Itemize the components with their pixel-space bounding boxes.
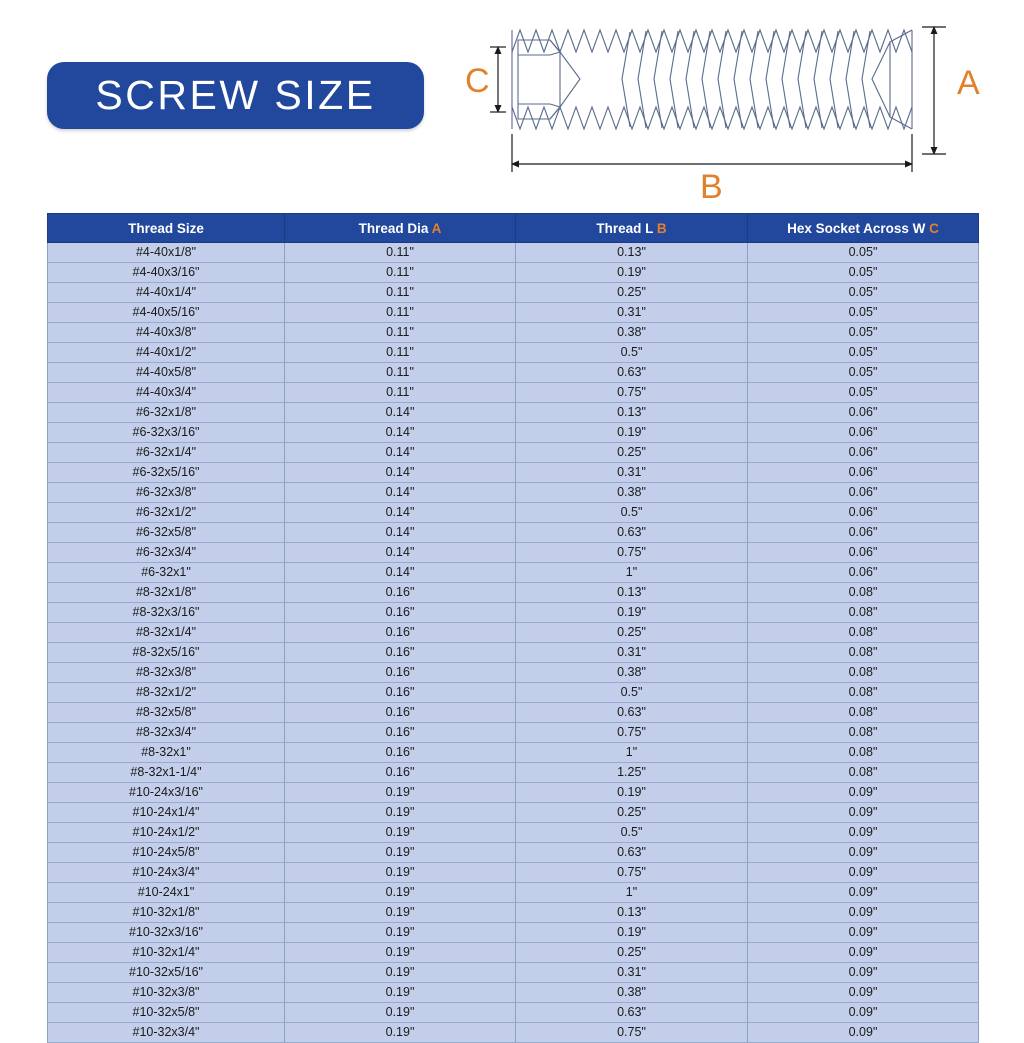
cell-hex-socket: 0.09" [748,783,979,803]
cell-thread-dia: 0.14" [285,523,516,543]
cell-thread-dia: 0.14" [285,423,516,443]
cell-thread-size: #10-24x5/8" [48,843,285,863]
cell-thread-size: #8-32x1/2" [48,683,285,703]
cell-thread-dia: 0.19" [285,943,516,963]
cell-thread-size: #10-32x3/4" [48,1023,285,1043]
cell-thread-length: 0.13" [516,903,748,923]
table-row [48,403,979,423]
table-row [48,463,979,483]
column-header-label: Thread Dia [358,220,429,236]
cell-thread-size: #10-32x3/8" [48,983,285,1003]
cell-thread-length: 0.5" [516,823,748,843]
dimension-label-b: B [700,168,723,206]
cell-thread-dia: 0.16" [285,723,516,743]
cell-thread-size: #6-32x1" [48,563,285,583]
cell-hex-socket: 0.09" [748,923,979,943]
cell-thread-dia: 0.11" [285,303,516,323]
cell-thread-size: #4-40x1/2" [48,343,285,363]
column-header-thread-length [516,214,748,243]
table-row [48,923,979,943]
cell-thread-size: #8-32x5/8" [48,703,285,723]
cell-thread-size: #10-24x3/4" [48,863,285,883]
table-body [48,243,979,1043]
cell-thread-dia: 0.19" [285,963,516,983]
cell-hex-socket: 0.08" [748,743,979,763]
cell-hex-socket: 0.09" [748,883,979,903]
cell-thread-length: 0.63" [516,363,748,383]
cell-thread-size: #6-32x3/16" [48,423,285,443]
cell-thread-size: #4-40x3/8" [48,323,285,343]
cell-thread-length: 0.19" [516,263,748,283]
dimension-label-a: A [957,64,980,102]
cell-thread-length: 0.38" [516,323,748,343]
cell-thread-dia: 0.16" [285,703,516,723]
cell-hex-socket: 0.09" [748,843,979,863]
table-row [48,963,979,983]
cell-thread-dia: 0.11" [285,243,516,263]
cell-thread-size: #6-32x3/4" [48,543,285,563]
cell-thread-length: 0.38" [516,483,748,503]
cell-thread-dia: 0.14" [285,503,516,523]
cell-thread-length: 0.75" [516,543,748,563]
cell-thread-dia: 0.19" [285,1003,516,1023]
table-row [48,603,979,623]
socket-set-screw-diagram [462,2,1024,206]
cell-hex-socket: 0.06" [748,523,979,543]
cell-thread-length: 0.5" [516,343,748,363]
column-header-label: Thread Size [128,220,204,236]
cell-thread-dia: 0.14" [285,563,516,583]
cell-thread-length: 0.63" [516,1003,748,1023]
cell-thread-dia: 0.19" [285,803,516,823]
cell-thread-size: #4-40x1/8" [48,243,285,263]
cell-thread-length: 1" [516,563,748,583]
cell-thread-length: 0.75" [516,1023,748,1043]
cell-hex-socket: 0.05" [748,303,979,323]
screw-size-table [47,213,979,1043]
cell-thread-length: 0.19" [516,783,748,803]
cell-hex-socket: 0.05" [748,383,979,403]
cell-thread-size: #6-32x1/2" [48,503,285,523]
cell-thread-dia: 0.19" [285,863,516,883]
table-row [48,723,979,743]
cell-thread-length: 0.25" [516,803,748,823]
cell-thread-length: 0.31" [516,643,748,663]
cell-thread-length: 0.75" [516,383,748,403]
cell-thread-size: #6-32x1/4" [48,443,285,463]
table-row [48,663,979,683]
cell-thread-size: #10-24x1" [48,883,285,903]
cell-thread-length: 0.75" [516,863,748,883]
cell-thread-dia: 0.16" [285,683,516,703]
table-row [48,643,979,663]
cell-hex-socket: 0.06" [748,423,979,443]
cell-thread-dia: 0.11" [285,343,516,363]
table-row [48,323,979,343]
cell-thread-dia: 0.14" [285,443,516,463]
table-row [48,623,979,643]
cell-thread-length: 0.13" [516,583,748,603]
table-row [48,343,979,363]
cell-thread-size: #6-32x5/8" [48,523,285,543]
table-row [48,843,979,863]
cell-thread-dia: 0.11" [285,323,516,343]
table-row [48,503,979,523]
cell-thread-dia: 0.14" [285,403,516,423]
cell-thread-size: #6-32x5/16" [48,463,285,483]
cell-thread-dia: 0.14" [285,483,516,503]
cell-hex-socket: 0.09" [748,983,979,1003]
cell-hex-socket: 0.08" [748,683,979,703]
cell-thread-size: #10-32x5/16" [48,963,285,983]
cell-thread-dia: 0.14" [285,463,516,483]
cell-hex-socket: 0.06" [748,403,979,423]
cell-thread-length: 0.25" [516,443,748,463]
cell-thread-dia: 0.16" [285,583,516,603]
cell-thread-size: #8-32x3/4" [48,723,285,743]
cell-hex-socket: 0.06" [748,443,979,463]
cell-thread-size: #10-32x3/16" [48,923,285,943]
cell-thread-dia: 0.19" [285,983,516,1003]
cell-thread-dia: 0.16" [285,743,516,763]
cell-thread-size: #10-32x1/8" [48,903,285,923]
cell-thread-size: #4-40x5/16" [48,303,285,323]
cell-thread-dia: 0.16" [285,643,516,663]
table-row [48,683,979,703]
page-title: SCREW SIZE [95,72,376,118]
cell-hex-socket: 0.06" [748,503,979,523]
cell-thread-length: 0.75" [516,723,748,743]
table-row [48,763,979,783]
table-row [48,543,979,563]
table-row [48,943,979,963]
column-header-thread-dia [285,214,516,243]
cell-thread-size: #6-32x1/8" [48,403,285,423]
cell-hex-socket: 0.08" [748,703,979,723]
cell-hex-socket: 0.09" [748,943,979,963]
cell-thread-size: #8-32x1/4" [48,623,285,643]
cell-hex-socket: 0.05" [748,363,979,383]
cell-hex-socket: 0.06" [748,563,979,583]
cell-hex-socket: 0.09" [748,1003,979,1023]
cell-hex-socket: 0.09" [748,1023,979,1043]
cell-thread-size: #8-32x1" [48,743,285,763]
cell-thread-dia: 0.19" [285,783,516,803]
cell-hex-socket: 0.05" [748,343,979,363]
table-row [48,863,979,883]
cell-thread-length: 0.38" [516,663,748,683]
cell-thread-size: #10-32x5/8" [48,1003,285,1023]
cell-thread-length: 0.13" [516,403,748,423]
cell-thread-size: #8-32x1/8" [48,583,285,603]
cell-hex-socket: 0.09" [748,863,979,883]
cell-thread-size: #4-40x1/4" [48,283,285,303]
cell-thread-length: 1" [516,883,748,903]
cell-hex-socket: 0.08" [748,663,979,683]
cell-thread-size: #4-40x5/8" [48,363,285,383]
table-row [48,363,979,383]
cell-thread-dia: 0.11" [285,283,516,303]
cell-thread-length: 0.31" [516,463,748,483]
cell-thread-size: #8-32x3/16" [48,603,285,623]
cell-thread-length: 0.31" [516,963,748,983]
cell-thread-size: #10-24x3/16" [48,783,285,803]
cell-thread-length: 0.13" [516,243,748,263]
table-row [48,743,979,763]
table-row [48,383,979,403]
cell-hex-socket: 0.05" [748,323,979,343]
table-header-row [48,214,979,243]
cell-thread-dia: 0.19" [285,1023,516,1043]
table-row [48,303,979,323]
screw-size-table-container [47,213,978,1043]
cell-thread-dia: 0.11" [285,263,516,283]
table-row [48,263,979,283]
cell-thread-dia: 0.19" [285,923,516,943]
table-row [48,803,979,823]
cell-thread-size: #8-32x3/8" [48,663,285,683]
cell-thread-length: 0.5" [516,683,748,703]
cell-hex-socket: 0.09" [748,963,979,983]
cell-thread-size: #8-32x5/16" [48,643,285,663]
dimension-label-c: C [465,62,490,100]
cell-hex-socket: 0.08" [748,583,979,603]
cell-hex-socket: 0.08" [748,623,979,643]
cell-thread-dia: 0.14" [285,543,516,563]
table-row [48,1003,979,1023]
cell-thread-length: 0.63" [516,523,748,543]
cell-thread-size: #4-40x3/16" [48,263,285,283]
cell-thread-length: 0.19" [516,603,748,623]
cell-thread-dia: 0.16" [285,663,516,683]
cell-thread-length: 1" [516,743,748,763]
table-row [48,483,979,503]
table-row [48,903,979,923]
table-row [48,583,979,603]
cell-thread-dia: 0.19" [285,823,516,843]
table-row [48,983,979,1003]
cell-hex-socket: 0.06" [748,463,979,483]
table-row [48,783,979,803]
cell-thread-length: 0.5" [516,503,748,523]
cell-thread-dia: 0.19" [285,883,516,903]
cell-thread-dia: 0.16" [285,603,516,623]
column-header-mark-b: B [656,220,667,236]
cell-thread-size: #10-24x1/4" [48,803,285,823]
page-title-badge [47,62,424,129]
cell-thread-length: 0.25" [516,623,748,643]
table-row [48,283,979,303]
cell-thread-size: #10-32x1/4" [48,943,285,963]
cell-thread-dia: 0.19" [285,903,516,923]
cell-thread-length: 0.19" [516,923,748,943]
table-row [48,703,979,723]
cell-hex-socket: 0.08" [748,643,979,663]
cell-hex-socket: 0.05" [748,263,979,283]
cell-thread-size: #10-24x1/2" [48,823,285,843]
table-row [48,1023,979,1043]
column-header-label: Hex Socket Across W [787,220,926,236]
table-row [48,883,979,903]
table-row [48,423,979,443]
cell-hex-socket: 0.06" [748,483,979,503]
cell-hex-socket: 0.06" [748,543,979,563]
cell-thread-size: #8-32x1-1/4" [48,763,285,783]
cell-thread-size: #4-40x3/4" [48,383,285,403]
column-header-label: Thread L [596,220,654,236]
cell-thread-dia: 0.11" [285,383,516,403]
column-header-hex-socket [748,214,979,243]
cell-thread-length: 0.25" [516,943,748,963]
cell-hex-socket: 0.05" [748,243,979,263]
cell-hex-socket: 0.09" [748,903,979,923]
cell-thread-dia: 0.16" [285,623,516,643]
cell-hex-socket: 0.09" [748,823,979,843]
cell-thread-length: 0.31" [516,303,748,323]
cell-thread-dia: 0.19" [285,843,516,863]
cell-thread-length: 0.63" [516,703,748,723]
table-row [48,523,979,543]
cell-thread-length: 0.19" [516,423,748,443]
column-header-thread-size [48,214,285,243]
table-row [48,443,979,463]
cell-thread-length: 1.25" [516,763,748,783]
cell-hex-socket: 0.05" [748,283,979,303]
cell-hex-socket: 0.08" [748,763,979,783]
table-row [48,823,979,843]
cell-hex-socket: 0.09" [748,803,979,823]
column-header-mark-a: A [431,220,442,236]
table-row [48,243,979,263]
cell-thread-dia: 0.16" [285,763,516,783]
cell-hex-socket: 0.08" [748,603,979,623]
cell-thread-length: 0.63" [516,843,748,863]
cell-thread-length: 0.25" [516,283,748,303]
table-row [48,563,979,583]
cell-hex-socket: 0.08" [748,723,979,743]
column-header-mark-c: C [929,220,939,236]
cell-thread-size: #6-32x3/8" [48,483,285,503]
cell-thread-length: 0.38" [516,983,748,1003]
cell-thread-dia: 0.11" [285,363,516,383]
